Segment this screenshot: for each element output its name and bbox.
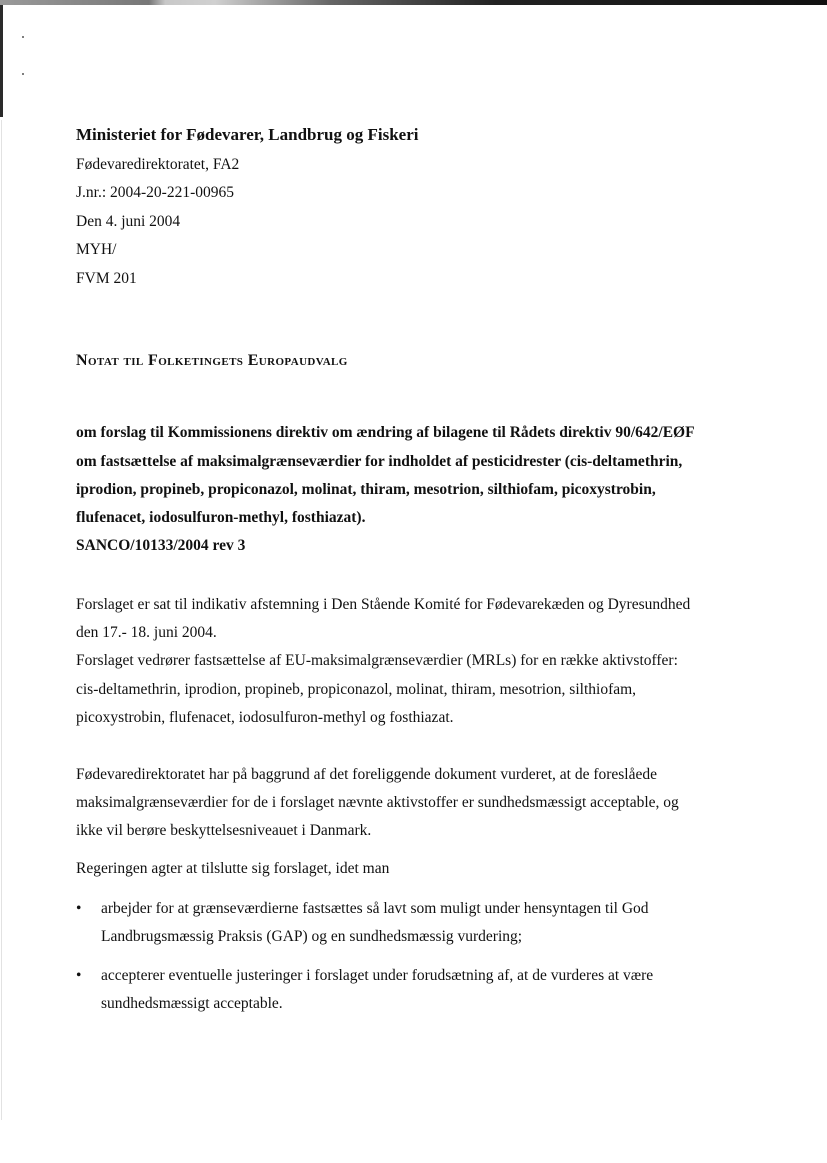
paragraph-line: ikke vil berøre beskyttelsesniveauet i Danmark. bbox=[76, 822, 372, 839]
initials: MYH/ bbox=[76, 241, 117, 258]
paragraph-line: den 17.- 18. juni 2004. bbox=[76, 624, 217, 641]
document-title: Notat til Folketingets Europaudvalg bbox=[76, 352, 348, 369]
bullet-line: accepterer eventuelle justeringer i forslaget under forudsætning af, at de vurderes at være bbox=[101, 967, 654, 984]
directorate: Fødevaredirektoratet, FA2 bbox=[76, 156, 240, 173]
document-reference: SANCO/10133/2004 rev 3 bbox=[76, 537, 246, 554]
scan-edge-left bbox=[0, 5, 3, 117]
bullet-marker: • bbox=[76, 967, 82, 984]
scan-edge-left-faint bbox=[1, 120, 2, 1120]
subject-line: om fastsættelse af maksimalgrænseværdier for indholdet af pesticidrester (cis-deltamethrin, bbox=[76, 453, 683, 470]
paragraph-line: Fødevaredirektoratet har på baggrund af det foreliggende dokument vurderet, at de foreslåede bbox=[76, 766, 658, 783]
paragraph-line: maksimalgrænseværdier for de i forslaget nævnte aktivstoffer er sundhedsmæssigt acceptable, og bbox=[76, 794, 679, 811]
ministry-name: Ministeriet for Fødevarer, Landbrug og Fiskeri bbox=[76, 125, 419, 144]
bullet-line: sundhedsmæssigt acceptable. bbox=[101, 995, 283, 1012]
bullet-line: arbejder for at grænseværdierne fastsættes så lavt som muligt under hensyntagen til God bbox=[101, 900, 649, 917]
subject-line: iprodion, propineb, propiconazol, molinat, thiram, mesotrion, silthiofam, picoxystrobin, bbox=[76, 481, 656, 498]
scan-speck bbox=[22, 73, 24, 75]
subject-line: om forslag til Kommissionens direktiv om ændring af bilagene til Rådets direktiv 90/642/EØF bbox=[76, 424, 695, 441]
bullet-line: Landbrugsmæssig Praksis (GAP) og en sundhedsmæssig vurdering; bbox=[101, 928, 523, 945]
case-number: J.nr.: 2004-20-221-00965 bbox=[76, 184, 235, 201]
paragraph-line: picoxystrobin, flufenacet, iodosulfuron-methyl og fosthiazat. bbox=[76, 709, 454, 726]
paragraph-line: Forslaget vedrører fastsættelse af EU-maksimalgrænseværdier (MRLs) for en række aktivstoffer: bbox=[76, 652, 678, 669]
document-date: Den 4. juni 2004 bbox=[76, 213, 181, 230]
scan-speck bbox=[22, 36, 24, 38]
scan-edge-top bbox=[0, 0, 827, 5]
paragraph-line: Regeringen agter at tilslutte sig forslaget, idet man bbox=[76, 860, 390, 877]
reference: FVM 201 bbox=[76, 270, 137, 287]
subject-line: flufenacet, iodosulfuron-methyl, fosthiazat). bbox=[76, 509, 366, 526]
paragraph-line: Forslaget er sat til indikativ afstemning i Den Stående Komité for Fødevarekæden og Dyresundhed bbox=[76, 596, 691, 613]
paragraph-line: cis-deltamethrin, iprodion, propineb, propiconazol, molinat, thiram, mesotrion, silthiofam, bbox=[76, 681, 637, 698]
bullet-marker: • bbox=[76, 900, 82, 917]
